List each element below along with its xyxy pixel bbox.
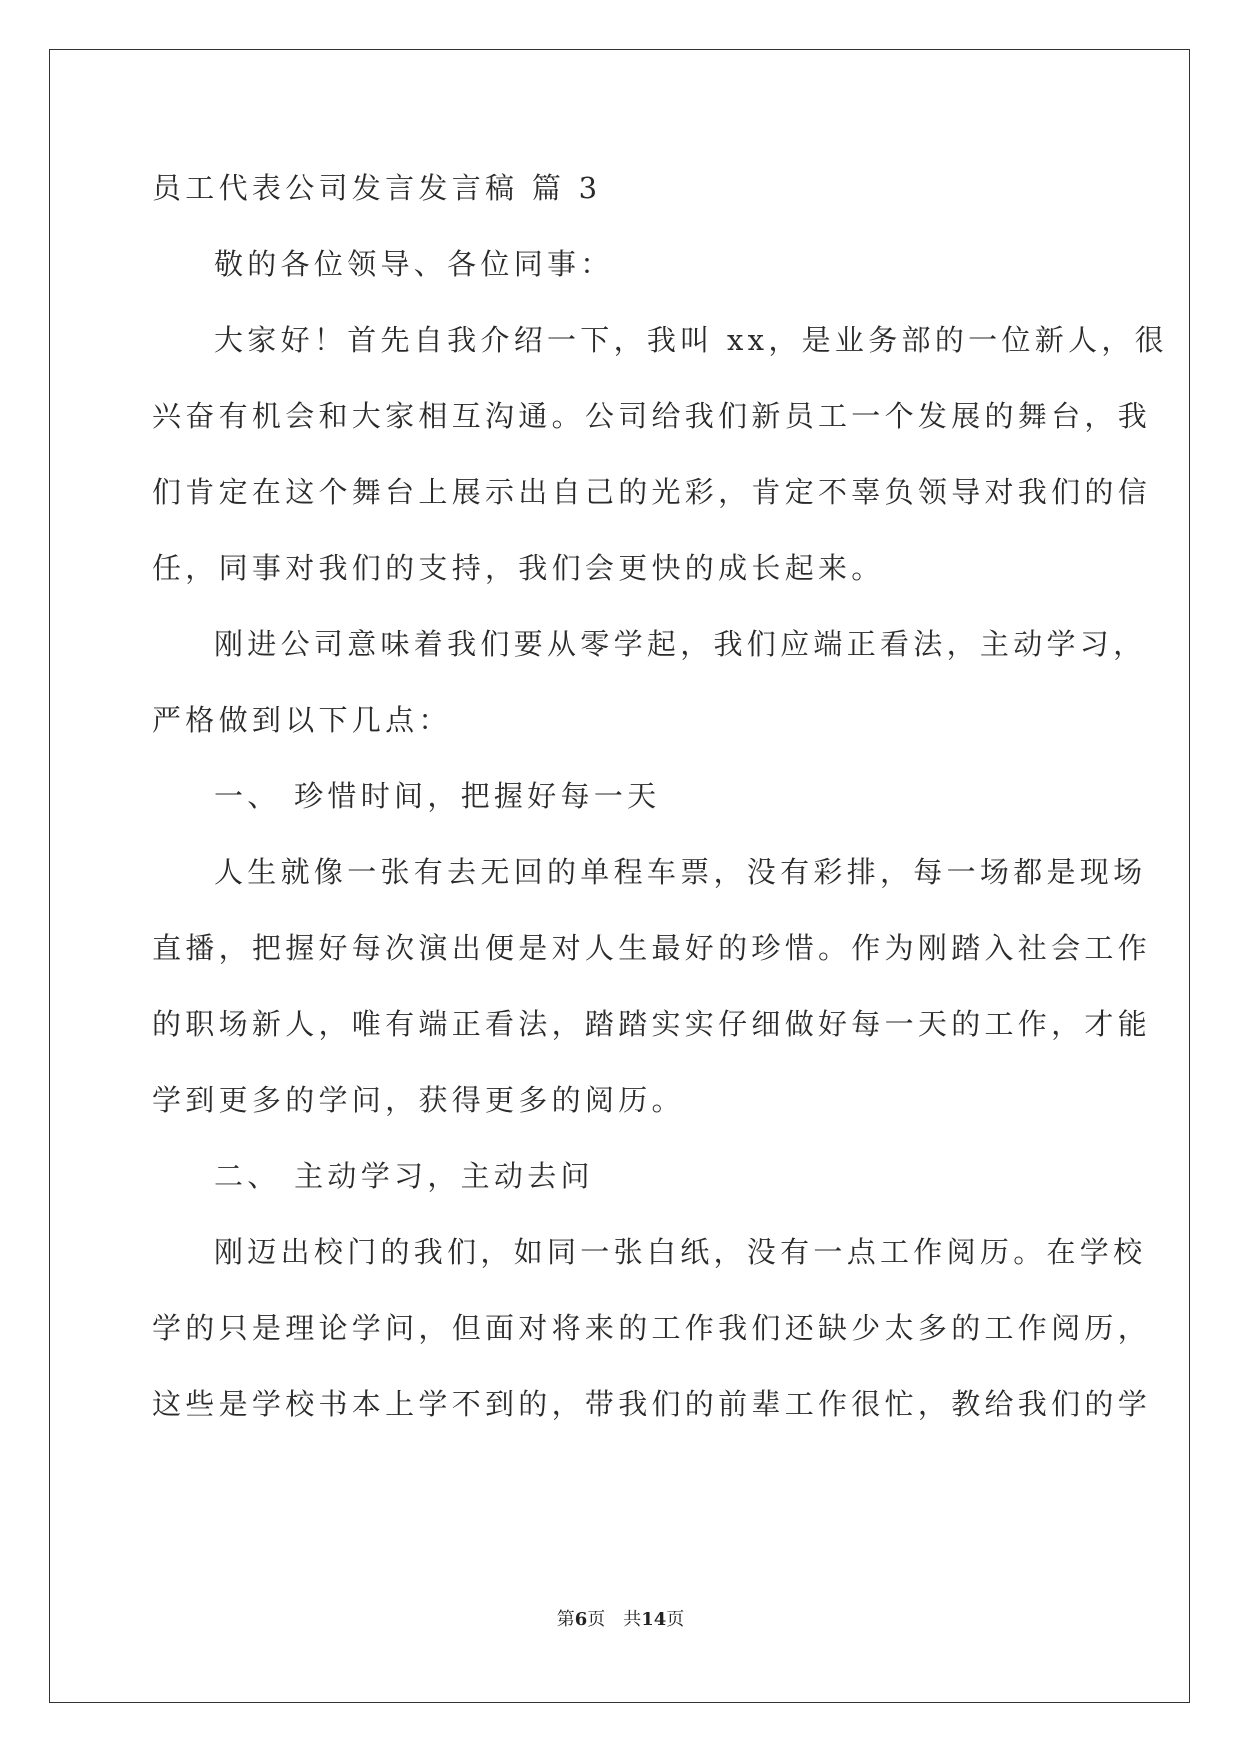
paragraph-line: 这些是学校书本上学不到的，带我们的前辈工作很忙，教给我们的学 xyxy=(152,1387,1152,1421)
paragraph-line: 直播，把握好每次演出便是对人生最好的珍惜。作为刚踏入社会工作 xyxy=(152,931,1152,965)
paragraph-line: 学的只是理论学问，但面对将来的工作我们还缺少太多的工作阅历， xyxy=(152,1311,1152,1345)
paragraph-line: 的职场新人，唯有端正看法，踏踏实实仔细做好每一天的工作，才能 xyxy=(152,1007,1152,1041)
paragraph-line: 刚迈出校门的我们，如同一张白纸，没有一点工作阅历。在学校 xyxy=(214,1235,1147,1269)
salutation: 敬的各位领导、各位同事： xyxy=(214,247,614,281)
paragraph-line: 任，同事对我们的支持，我们会更快的成长起来。 xyxy=(152,551,885,585)
page-footer xyxy=(0,1608,1241,1632)
paragraph-line: 严格做到以下几点： xyxy=(152,703,452,737)
paragraph-line: 刚进公司意味着我们要从零学起，我们应端正看法，主动学习， xyxy=(214,627,1147,661)
footer-page-suffix: 页 xyxy=(587,1609,606,1630)
point-heading-1: 一、 珍惜时间，把握好每一天 xyxy=(214,779,661,813)
paragraph-line: 学到更多的学问，获得更多的阅历。 xyxy=(152,1083,685,1117)
footer-prefix: 第 xyxy=(556,1609,575,1630)
paragraph-line: 们肯定在这个舞台上展示出自己的光彩，肯定不辜负领导对我们的信 xyxy=(152,475,1152,509)
paragraph-line: 人生就像一张有去无回的单程车票，没有彩排，每一场都是现场 xyxy=(214,855,1147,889)
paragraph-line: 大家好！首先自我介绍一下，我叫 xx，是业务部的一位新人，很 xyxy=(214,323,1168,357)
point-heading-2: 二、 主动学习，主动去问 xyxy=(214,1159,594,1193)
footer-total-prefix: 共 xyxy=(623,1609,642,1630)
page-number: 6 xyxy=(574,1609,588,1630)
footer-total-suffix: 页 xyxy=(666,1609,685,1630)
total-pages: 14 xyxy=(641,1609,667,1630)
paragraph-line: 兴奋有机会和大家相互沟通。公司给我们新员工一个发展的舞台，我 xyxy=(152,399,1152,433)
section-title: 员工代表公司发言发言稿 篇 3 xyxy=(152,171,602,205)
